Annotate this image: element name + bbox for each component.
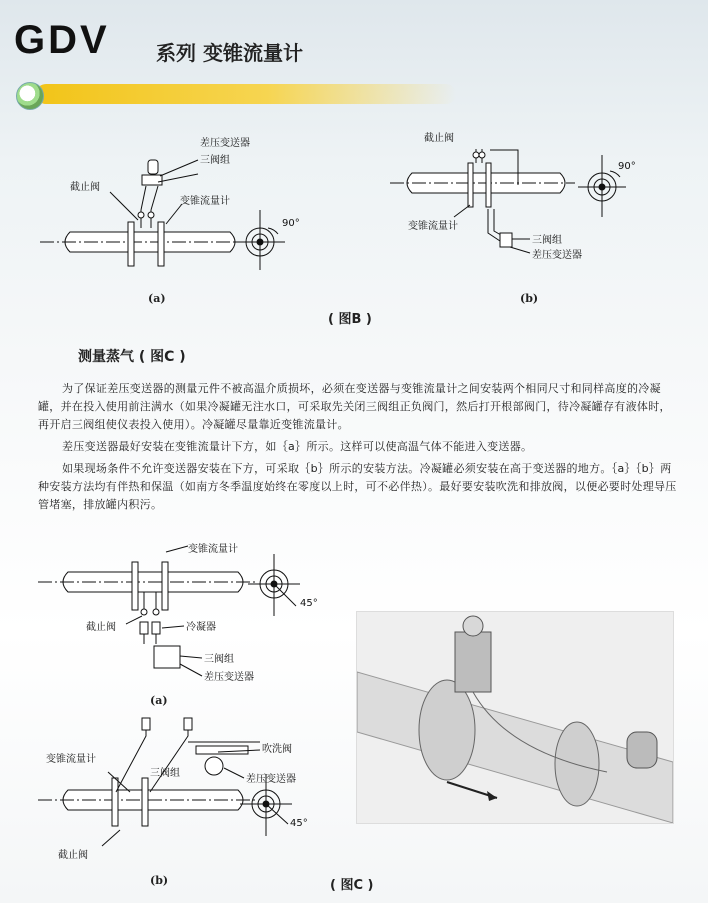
label-meter: 变锥流量计 xyxy=(180,196,230,207)
label-angle: 45° xyxy=(300,598,318,609)
figure-b-b-diagram xyxy=(390,125,670,270)
label-stop-valve: 截止阀 xyxy=(70,182,100,193)
label-three-valve: 三阀组 xyxy=(532,235,562,246)
paragraph-3: 如果现场条件不允许变送器安装在下方，可采取｛b｝所示的安装方法。冷凝罐必须安装在高于变送器的地方。｛a｝｛b｝两种安装方法均有伴热和保温（如南方冬季温度始终在零度以上时，可不必伴热）。最好要安装吹洗和排放阀，以便必要时处理导压管堵塞，排放罐内积污。 xyxy=(38,462,677,511)
installation-photo xyxy=(356,611,674,824)
figure-b-a-sublabel: (a) xyxy=(148,292,166,305)
label-transmitter: 差压变送器 xyxy=(200,138,250,149)
label-blow-valve: 吹洗阀 xyxy=(262,744,292,755)
figure-b-b-sublabel: (b) xyxy=(520,292,539,305)
label-angle: 45° xyxy=(290,818,308,829)
figure-c-a-sublabel: (a) xyxy=(150,694,168,707)
label-three-valve: 三阀组 xyxy=(200,155,230,166)
label-angle: 90° xyxy=(618,161,636,172)
label-stop-valve: 截止阀 xyxy=(58,850,88,861)
label-angle: 90° xyxy=(282,218,300,229)
header-accent-bar xyxy=(36,84,456,104)
label-stop-valve: 截止阀 xyxy=(424,133,454,144)
label-three-valve: 三阀组 xyxy=(150,768,180,779)
figure-c-caption: ( 图C ) xyxy=(330,878,374,893)
figure-c-b-sublabel: (b) xyxy=(150,874,169,887)
header-bullet-icon xyxy=(16,82,44,110)
page-title: 系列 变锥流量计 xyxy=(156,41,303,65)
label-transmitter: 差压变送器 xyxy=(246,774,296,785)
paragraph-1: 为了保证差压变送器的测量元件不被高温介质损坏，必须在变送器与变锥流量计之间安装两个相同尺寸和同样高度的冷凝罐，并在投入使用前注满水（如果冷凝罐无注水口，可采取先关闭三阀组正负阀门，然后打开根部阀门，待冷凝罐存有液体时，再开启三阀组使仪表投入使用）。冷凝罐尽量靠近变锥流量计。 xyxy=(38,382,671,431)
figure-c-b-diagram xyxy=(38,712,338,872)
label-three-valve: 三阀组 xyxy=(204,654,234,665)
paragraph-2: 差压变送器最好安装在变锥流量计下方，如｛a｝所示。这样可以使高温气体不能进入变送器。 xyxy=(62,440,533,453)
label-transmitter: 差压变送器 xyxy=(204,672,254,683)
figure-b-caption: ( 图B ) xyxy=(328,312,372,327)
label-transmitter: 差压变送器 xyxy=(532,250,582,261)
label-meter: 变锥流量计 xyxy=(188,544,238,555)
figure-b-a-diagram xyxy=(30,130,330,280)
label-stop-valve: 截止阀 xyxy=(86,622,116,633)
label-condenser: 冷凝器 xyxy=(186,622,216,633)
figure-c-a-diagram xyxy=(38,540,338,690)
label-meter: 变锥流量计 xyxy=(408,221,458,232)
label-meter: 变锥流量计 xyxy=(46,754,96,765)
brand-logo: GDV xyxy=(14,18,110,62)
section-heading: 测量蒸气 ( 图C ) xyxy=(78,349,186,365)
